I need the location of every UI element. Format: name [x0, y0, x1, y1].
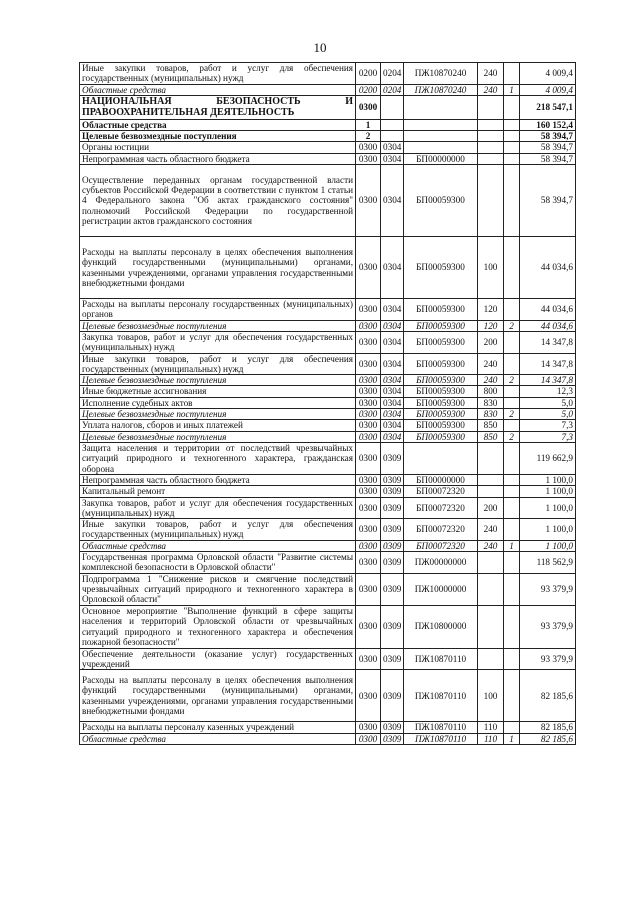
- table-row: [80, 131, 576, 142]
- target-article-code: ПЖ10000000: [404, 573, 478, 605]
- funding-source-code: [504, 519, 520, 541]
- row-name: Непрограммная часть областного бюджета: [80, 153, 356, 164]
- subsection-code: 0309: [381, 486, 404, 497]
- section-code: 0300: [356, 442, 381, 474]
- subsection-code: 0204: [381, 63, 404, 85]
- amount: 58 394,7: [520, 153, 576, 164]
- expense-type-code: 240: [478, 353, 504, 375]
- funding-source-code: 1: [504, 540, 520, 551]
- section-code: 1: [356, 119, 381, 130]
- row-name: Областные средства: [80, 119, 356, 130]
- section-code: 0300: [356, 409, 381, 420]
- subsection-code: 0304: [381, 386, 404, 397]
- funding-source-code: [504, 648, 520, 670]
- row-name: Расходы на выплаты персоналу в целях обеспечения выполнения функций государственными (муниципальными) органами, казенными учреждениями, органами управления государственными внебюджетными фондами: [80, 237, 356, 299]
- section-code: 0300: [356, 722, 381, 733]
- row-name: Областные средства: [80, 84, 356, 95]
- section-code: 0300: [356, 95, 381, 119]
- amount: 82 185,6: [520, 670, 576, 722]
- section-code: 0300: [356, 552, 381, 574]
- amount: 82 185,6: [520, 722, 576, 733]
- target-article-code: БП00059300: [404, 353, 478, 375]
- expense-type-code: 240: [478, 63, 504, 85]
- expense-type-code: 110: [478, 722, 504, 733]
- row-name: Органы юстиции: [80, 142, 356, 153]
- expense-type-code: [478, 119, 504, 130]
- expense-type-code: 240: [478, 540, 504, 551]
- expense-type-code: [478, 648, 504, 670]
- section-code: 0300: [356, 237, 381, 299]
- funding-source-code: [504, 474, 520, 485]
- target-article-code: БП00059300: [404, 397, 478, 408]
- expense-type-code: 200: [478, 497, 504, 519]
- funding-source-code: 2: [504, 320, 520, 331]
- subsection-code: 0309: [381, 722, 404, 733]
- expense-type-code: [478, 442, 504, 474]
- subsection-code: 0309: [381, 605, 404, 648]
- expense-type-code: 100: [478, 237, 504, 299]
- row-name: Иные закупки товаров, работ и услуг для обеспечения государственных (муниципальных) нужд: [80, 353, 356, 375]
- target-article-code: [404, 142, 478, 153]
- section-code: 0300: [356, 605, 381, 648]
- table-row: [80, 63, 576, 85]
- funding-source-code: [504, 353, 520, 375]
- row-name: Непрограммная часть областного бюджета: [80, 474, 356, 485]
- target-article-code: ПЖ10870110: [404, 733, 478, 744]
- funding-source-code: [504, 573, 520, 605]
- expense-type-code: 120: [478, 320, 504, 331]
- table-row: [80, 119, 576, 130]
- amount: 93 379,9: [520, 605, 576, 648]
- section-code: 0300: [356, 397, 381, 408]
- section-code: 0300: [356, 648, 381, 670]
- subsection-code: 0309: [381, 648, 404, 670]
- subsection-code: 0304: [381, 397, 404, 408]
- target-article-code: БП00000000: [404, 474, 478, 485]
- row-name: Расходы на выплаты персоналу в целях обеспечения выполнения функций государственными (муниципальными) органами, казенными учреждениями, органами управления государственными внебюджетными фондами: [80, 670, 356, 722]
- target-article-code: БП00059300: [404, 431, 478, 442]
- amount: 82 185,6: [520, 733, 576, 744]
- row-name: Областные средства: [80, 540, 356, 551]
- row-name: Иные бюджетные ассигнования: [80, 386, 356, 397]
- table-row: [80, 605, 576, 648]
- amount: 160 152,4: [520, 119, 576, 130]
- row-name: Защита населения и территории от последствий чрезвычайных ситуаций природного и техногенного характера, гражданская оборона: [80, 442, 356, 474]
- table-row: [80, 320, 576, 331]
- amount: 58 394,7: [520, 142, 576, 153]
- funding-source-code: 2: [504, 375, 520, 386]
- expense-type-code: [478, 131, 504, 142]
- table-row: [80, 397, 576, 408]
- section-code: 0300: [356, 733, 381, 744]
- target-article-code: БП00059300: [404, 299, 478, 321]
- row-name: Закупка товаров, работ и услуг для обеспечения государственных (муниципальных) нужд: [80, 331, 356, 353]
- table-row: [80, 486, 576, 497]
- subsection-code: 0304: [381, 353, 404, 375]
- amount: 12,3: [520, 386, 576, 397]
- row-name: Обеспечение деятельности (оказание услуг) государственных учреждений: [80, 648, 356, 670]
- target-article-code: БП00072320: [404, 540, 478, 551]
- section-code: 0300: [356, 386, 381, 397]
- target-article-code: [404, 442, 478, 474]
- amount: 5,0: [520, 409, 576, 420]
- funding-source-code: [504, 420, 520, 431]
- table-row: [80, 153, 576, 164]
- section-code: 0300: [356, 375, 381, 386]
- amount: 1 100,0: [520, 497, 576, 519]
- table-row: [80, 142, 576, 153]
- row-name: Закупка товаров, работ и услуг для обеспечения государственных (муниципальных) нужд: [80, 497, 356, 519]
- expense-type-code: 830: [478, 409, 504, 420]
- expense-type-code: [478, 142, 504, 153]
- target-article-code: ПЖ10870240: [404, 84, 478, 95]
- amount: 44 034,6: [520, 237, 576, 299]
- expense-type-code: 200: [478, 331, 504, 353]
- funding-source-code: 1: [504, 84, 520, 95]
- table-row: [80, 648, 576, 670]
- target-article-code: [404, 131, 478, 142]
- section-code: 0300: [356, 299, 381, 321]
- subsection-code: 0204: [381, 84, 404, 95]
- funding-source-code: 2: [504, 409, 520, 420]
- amount: 14 347,8: [520, 331, 576, 353]
- expense-type-code: [478, 486, 504, 497]
- target-article-code: БП00072320: [404, 497, 478, 519]
- subsection-code: 0304: [381, 320, 404, 331]
- row-name: Целевые безвозмездные поступления: [80, 375, 356, 386]
- amount: 1 100,0: [520, 540, 576, 551]
- section-code: 0300: [356, 353, 381, 375]
- expense-type-code: 850: [478, 420, 504, 431]
- expense-type-code: 240: [478, 375, 504, 386]
- funding-source-code: [504, 386, 520, 397]
- section-code: 0300: [356, 320, 381, 331]
- section-code: 2: [356, 131, 381, 142]
- row-name: Расходы на выплаты персоналу казенных учреждений: [80, 722, 356, 733]
- row-name: Целевые безвозмездные поступления: [80, 431, 356, 442]
- funding-source-code: [504, 119, 520, 130]
- funding-source-code: [504, 153, 520, 164]
- funding-source-code: [504, 331, 520, 353]
- page-number: 10: [313, 40, 327, 55]
- section-code: 0300: [356, 165, 381, 237]
- subsection-code: 0304: [381, 153, 404, 164]
- amount: 7,3: [520, 431, 576, 442]
- table-row: [80, 442, 576, 474]
- amount: 118 562,9: [520, 552, 576, 574]
- row-name: Расходы на выплаты персоналу государственных (муниципальных) органов: [80, 299, 356, 321]
- section-code: 0200: [356, 63, 381, 85]
- table-row: [80, 722, 576, 733]
- amount: 58 394,7: [520, 131, 576, 142]
- funding-source-code: [504, 486, 520, 497]
- funding-source-code: 2: [504, 431, 520, 442]
- table-row: [80, 497, 576, 519]
- funding-source-code: [504, 722, 520, 733]
- subsection-code: 0309: [381, 474, 404, 485]
- amount: 58 394,7: [520, 165, 576, 237]
- section-code: 0300: [356, 431, 381, 442]
- subsection-code: 0304: [381, 375, 404, 386]
- funding-source-code: [504, 397, 520, 408]
- table-row: [80, 375, 576, 386]
- expense-type-code: [478, 552, 504, 574]
- subsection-code: 0309: [381, 540, 404, 551]
- funding-source-code: [504, 442, 520, 474]
- table-row: [80, 573, 576, 605]
- expense-type-code: 120: [478, 299, 504, 321]
- target-article-code: БП00059300: [404, 375, 478, 386]
- section-code: 0300: [356, 474, 381, 485]
- expense-type-code: [478, 474, 504, 485]
- table-row: [80, 331, 576, 353]
- target-article-code: ПЖ10870110: [404, 722, 478, 733]
- subsection-code: [381, 131, 404, 142]
- amount: 4 009,4: [520, 84, 576, 95]
- target-article-code: ПЖ10870240: [404, 63, 478, 85]
- funding-source-code: [504, 131, 520, 142]
- target-article-code: БП00072320: [404, 486, 478, 497]
- amount: 7,3: [520, 420, 576, 431]
- table-row: [80, 540, 576, 551]
- expense-type-code: [478, 165, 504, 237]
- target-article-code: ПЖ00000000: [404, 552, 478, 574]
- expense-type-code: 240: [478, 84, 504, 95]
- target-article-code: ПЖ10870110: [404, 648, 478, 670]
- subsection-code: 0304: [381, 331, 404, 353]
- row-name: Иные закупки товаров, работ и услуг для обеспечения государственных (муниципальных) нужд: [80, 63, 356, 85]
- table-row: [80, 237, 576, 299]
- row-name: Иные закупки товаров, работ и услуг для обеспечения государственных (муниципальных) нужд: [80, 519, 356, 541]
- amount: 14 347,8: [520, 375, 576, 386]
- section-code: 0300: [356, 540, 381, 551]
- section-code: 0300: [356, 519, 381, 541]
- funding-source-code: [504, 237, 520, 299]
- funding-source-code: [504, 552, 520, 574]
- target-article-code: БП00072320: [404, 519, 478, 541]
- section-code: 0300: [356, 486, 381, 497]
- funding-source-code: [504, 299, 520, 321]
- section-code: 0300: [356, 573, 381, 605]
- funding-source-code: [504, 95, 520, 119]
- amount: 93 379,9: [520, 573, 576, 605]
- target-article-code: ПЖ10800000: [404, 605, 478, 648]
- row-name: Капитальный ремонт: [80, 486, 356, 497]
- funding-source-code: 1: [504, 733, 520, 744]
- subsection-code: 0309: [381, 573, 404, 605]
- target-article-code: БП00059300: [404, 331, 478, 353]
- row-name: Целевые безвозмездные поступления: [80, 131, 356, 142]
- subsection-code: 0309: [381, 552, 404, 574]
- expense-type-code: 100: [478, 670, 504, 722]
- target-article-code: БП00059300: [404, 165, 478, 237]
- section-code: 0300: [356, 142, 381, 153]
- table-row: [80, 84, 576, 95]
- amount: 1 100,0: [520, 519, 576, 541]
- amount: 93 379,9: [520, 648, 576, 670]
- target-article-code: БП00059300: [404, 409, 478, 420]
- expense-type-code: [478, 573, 504, 605]
- amount: 119 662,9: [520, 442, 576, 474]
- table-row: [80, 519, 576, 541]
- amount: 5,0: [520, 397, 576, 408]
- expense-type-code: 850: [478, 431, 504, 442]
- table-row: [80, 420, 576, 431]
- funding-source-code: [504, 670, 520, 722]
- section-code: 0300: [356, 153, 381, 164]
- target-article-code: БП00059300: [404, 386, 478, 397]
- table-row: [80, 353, 576, 375]
- row-name: Подпрограмма 1 "Снижение рисков и смягчение последствий чрезвычайных ситуаций природного и техногенного характера в Орловской области": [80, 573, 356, 605]
- row-name: Целевые безвозмездные поступления: [80, 320, 356, 331]
- expense-type-code: [478, 153, 504, 164]
- subsection-code: 0309: [381, 497, 404, 519]
- subsection-code: 0304: [381, 237, 404, 299]
- expense-type-code: 110: [478, 733, 504, 744]
- table-row: [80, 431, 576, 442]
- target-article-code: ПЖ10870110: [404, 670, 478, 722]
- section-code: 0300: [356, 670, 381, 722]
- table-row: [80, 409, 576, 420]
- row-name: Основное мероприятие "Выполнение функций в сфере защиты населения и территорий Орловской области от чрезвычайных ситуаций природного и техногенного характера и обеспечения пожарной безопасности": [80, 605, 356, 648]
- subsection-code: 0309: [381, 519, 404, 541]
- subsection-code: 0304: [381, 409, 404, 420]
- table-row: [80, 95, 576, 119]
- amount: 1 100,0: [520, 486, 576, 497]
- subsection-code: 0304: [381, 142, 404, 153]
- row-name: Исполнение судебных актов: [80, 397, 356, 408]
- subsection-code: [381, 119, 404, 130]
- subsection-code: 0304: [381, 299, 404, 321]
- expense-type-code: [478, 605, 504, 648]
- amount: 44 034,6: [520, 299, 576, 321]
- subsection-code: 0309: [381, 670, 404, 722]
- row-name: Осуществление переданных органам государственной власти субъектов Российской Федерации в соответствии с пунктом 1 статьи 4 Федерального закона "Об актах гражданского состояния" полномочий Российской Федерации по государственной регистрации актов гражданского состояния: [80, 165, 356, 237]
- table-row: [80, 299, 576, 321]
- section-code: 0300: [356, 331, 381, 353]
- amount: 1 100,0: [520, 474, 576, 485]
- subsection-code: 0309: [381, 442, 404, 474]
- target-article-code: [404, 119, 478, 130]
- funding-source-code: [504, 497, 520, 519]
- subsection-code: [381, 95, 404, 119]
- amount: 14 347,8: [520, 353, 576, 375]
- table-row: [80, 165, 576, 237]
- table-row: [80, 733, 576, 744]
- table-row: [80, 670, 576, 722]
- table-row: [80, 552, 576, 574]
- row-name: Государственная программа Орловской области "Развитие системы комплексной безопасности в Орловской области": [80, 552, 356, 574]
- subsection-code: 0304: [381, 431, 404, 442]
- table-row: [80, 474, 576, 485]
- expense-type-code: 800: [478, 386, 504, 397]
- amount: 218 547,1: [520, 95, 576, 119]
- table-row: [80, 386, 576, 397]
- amount: 44 034,6: [520, 320, 576, 331]
- row-name: НАЦИОНАЛЬНАЯ БЕЗОПАСНОСТЬ И ПРАВООХРАНИТЕЛЬНАЯ ДЕЯТЕЛЬНОСТЬ: [80, 95, 356, 119]
- expense-type-code: 240: [478, 519, 504, 541]
- row-name: Целевые безвозмездные поступления: [80, 409, 356, 420]
- target-article-code: БП00000000: [404, 153, 478, 164]
- row-name: Областные средства: [80, 733, 356, 744]
- subsection-code: 0304: [381, 420, 404, 431]
- target-article-code: БП00059300: [404, 237, 478, 299]
- row-name: Уплата налогов, сборов и иных платежей: [80, 420, 356, 431]
- funding-source-code: [504, 142, 520, 153]
- target-article-code: [404, 95, 478, 119]
- amount: 4 009,4: [520, 63, 576, 85]
- expense-type-code: [478, 95, 504, 119]
- target-article-code: БП00059300: [404, 420, 478, 431]
- funding-source-code: [504, 165, 520, 237]
- budget-table: [79, 62, 576, 745]
- subsection-code: 0304: [381, 165, 404, 237]
- funding-source-code: [504, 63, 520, 85]
- expense-type-code: 830: [478, 397, 504, 408]
- section-code: 0200: [356, 84, 381, 95]
- funding-source-code: [504, 605, 520, 648]
- section-code: 0300: [356, 497, 381, 519]
- section-code: 0300: [356, 420, 381, 431]
- subsection-code: 0309: [381, 733, 404, 744]
- target-article-code: БП00059300: [404, 320, 478, 331]
